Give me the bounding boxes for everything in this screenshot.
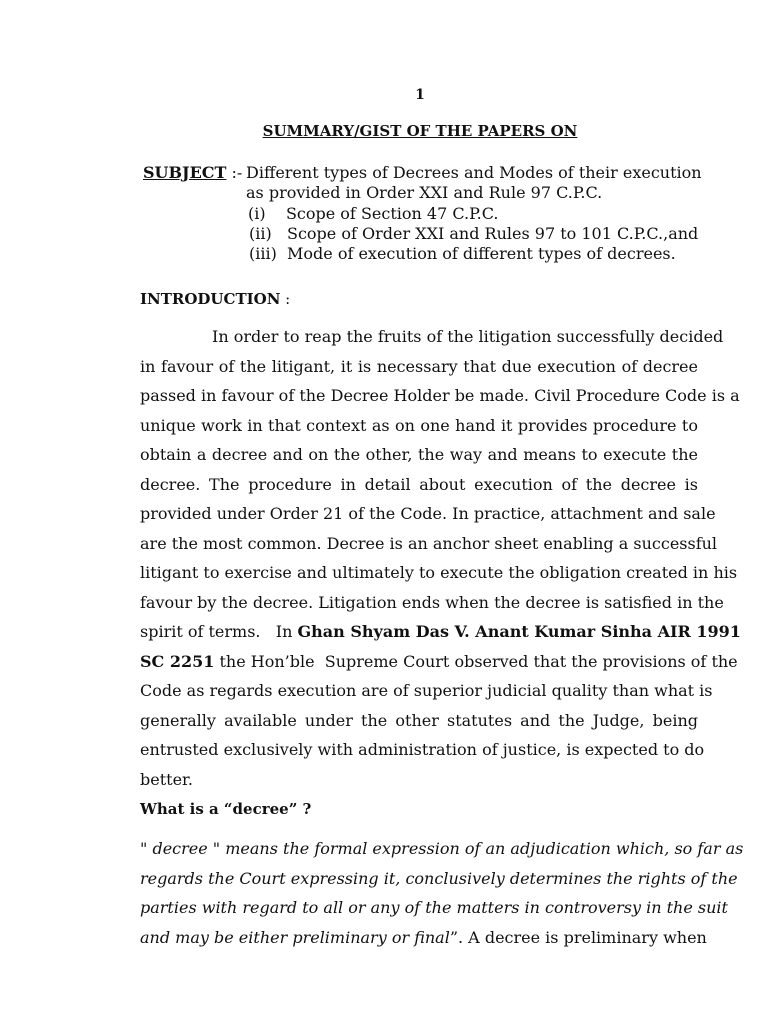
introduction-heading	[140, 290, 290, 308]
definition-line: parties with regard to all or any of the matters in controversy in the suit	[140, 898, 728, 917]
paragraph-text: spirit of terms. In	[140, 622, 298, 641]
paragraph-line: in favour of the litigant, it is necessary that due execution of decree	[140, 356, 698, 376]
subject-item-3: (iii) Mode of execution of different types of decrees.	[249, 244, 676, 263]
paragraph-line: litigant to exercise and ultimately to execute the obligation created in his	[140, 563, 738, 582]
subject-label: SUBJECT	[143, 163, 227, 182]
subject-item-1: (i) Scope of Section 47 C.P.C.	[248, 204, 499, 223]
paragraph-line: are the most common. Decree is an anchor sheet enabling a successful	[140, 533, 718, 553]
subject-label-row	[143, 163, 242, 183]
paragraph-text: ”. A decree is preliminary when	[449, 927, 707, 947]
document-title: SUMMARY/GIST OF THE PAPERS ON	[262, 122, 578, 140]
paragraph-line: Code as regards execution are of superior judicial quality than what is	[140, 681, 713, 700]
definition-line: regards the Court expressing it, conclusively determines the rights of the	[140, 868, 738, 888]
case-citation-cont: SC 2251	[140, 651, 215, 671]
paragraph-line-citation-cont	[140, 647, 738, 677]
quote-mark: "	[140, 839, 153, 858]
decree-definition-paragraph	[140, 834, 744, 952]
introduction-heading-text: INTRODUCTION	[140, 290, 281, 308]
definition-line	[140, 923, 707, 953]
paragraph-line: obtain a decree and on the other, the way and means to execute the	[140, 445, 698, 464]
decree-heading: What is a “decree” ?	[140, 800, 312, 818]
introduction-heading-suffix: :	[280, 290, 291, 308]
paragraph-line: entrusted exclusively with administration of justice, is expected to do	[140, 740, 705, 759]
definition-text: decree " means the formal expression of an adjudication which, so far as	[152, 839, 744, 858]
paragraph-line: favour by the decree. Litigation ends when the decree is satisfied in the	[140, 592, 724, 612]
paragraph-line: provided under Order 21 of the Code. In practice, attachment and sale	[140, 504, 716, 523]
paragraph-line: better.	[140, 769, 194, 789]
paragraph-line: decree. The procedure in detail about execution of the decree is	[140, 474, 698, 494]
paragraph-line-citation	[140, 617, 741, 647]
definition-text: and may be either preliminary or final	[140, 927, 450, 947]
paragraph-text: the Hon’ble Supreme Court observed that the provisions of the	[214, 651, 738, 671]
definition-line	[140, 834, 744, 864]
paragraph-line: passed in favour of the Decree Holder be made. Civil Procedure Code is a	[140, 386, 740, 405]
subject-line-1: Different types of Decrees and Modes of their execution	[246, 163, 702, 182]
case-citation: Ghan Shyam Das V. Anant Kumar Sinha AIR 1991	[297, 622, 741, 641]
introduction-paragraph	[140, 322, 741, 794]
subject-item-2: (ii) Scope of Order XXI and Rules 97 to 101 C.P.C.,and	[249, 224, 699, 243]
page-number: 1	[415, 87, 425, 103]
paragraph-line: In order to reap the fruits of the litigation successfully decided	[212, 327, 724, 346]
paragraph-line: generally available under the other statutes and the Judge, being	[140, 710, 698, 730]
subject-separator: :-	[226, 163, 243, 182]
paragraph-line: unique work in that context as on one hand it provides procedure to	[140, 415, 698, 435]
subject-line-2: as provided in Order XXI and Rule 97 C.P.C.	[246, 183, 603, 202]
